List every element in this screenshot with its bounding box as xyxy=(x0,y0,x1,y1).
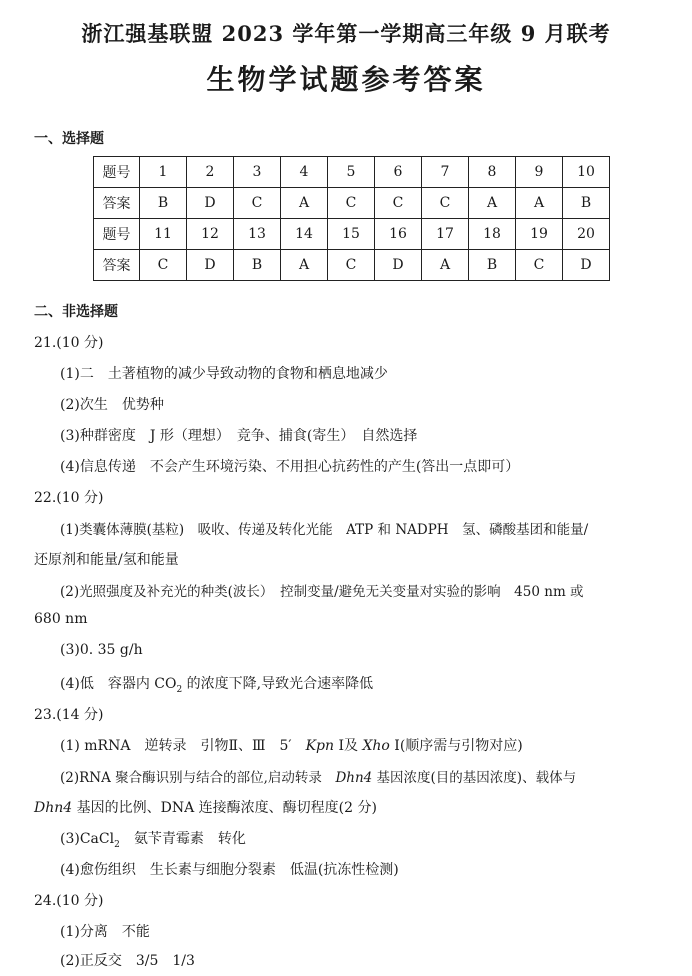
q23-answer-4: (4)愈伤组织 生长素与细胞分裂素 低温(抗冻性检测) xyxy=(60,862,399,878)
answer-table xyxy=(93,156,610,281)
table-cell: 10 xyxy=(563,157,610,188)
table-cell: C xyxy=(234,188,281,219)
q23-answer-3 xyxy=(60,828,246,850)
question-22-title: 22.(10 分) xyxy=(34,490,104,506)
table-cell: 7 xyxy=(422,157,469,188)
table-cell: A xyxy=(422,250,469,281)
q22-answer-1-cont: 还原剂和能量/氢和能量 xyxy=(34,552,179,568)
table-cell: 16 xyxy=(375,219,422,250)
table-row-header: 题号 xyxy=(94,157,140,188)
q21-answer-2: (2)次生 优势种 xyxy=(60,397,164,413)
table-cell: 4 xyxy=(281,157,328,188)
q23-a2-post: 基因浓度(目的基因浓度)、载体与 xyxy=(372,770,577,786)
q23-a3-sub: 2 xyxy=(114,839,120,850)
table-cell: D xyxy=(187,250,234,281)
table-cell: 5 xyxy=(328,157,375,188)
table-cell: C xyxy=(422,188,469,219)
q23-a1-pre: (1) mRNA 逆转录 引物Ⅱ、Ⅲ 5′ xyxy=(60,738,306,754)
q22-a4-post: 的浓度下降,导致光合速率降低 xyxy=(182,676,374,692)
q23-answer-2-cont xyxy=(34,797,377,817)
q24-answer-1: (1)分离 不能 xyxy=(60,924,150,940)
section-heading-nonchoice: 二、非选择题 xyxy=(34,304,118,320)
table-cell: A xyxy=(469,188,516,219)
table-cell: 1 xyxy=(140,157,187,188)
kpn-enzyme: Kpn xyxy=(305,738,334,754)
question-24-title: 24.(10 分) xyxy=(34,893,104,909)
table-cell: 19 xyxy=(516,219,563,250)
q22-a4-sub: 2 xyxy=(176,684,183,695)
table-row-header: 题号 xyxy=(94,219,140,250)
table-row xyxy=(94,219,610,250)
table-cell: B xyxy=(140,188,187,219)
table-cell: D xyxy=(563,250,610,281)
q22-answer-4 xyxy=(60,673,373,695)
table-row xyxy=(94,157,610,188)
q22-answer-2-cont: 680 nm xyxy=(34,611,88,627)
table-cell: A xyxy=(516,188,563,219)
table-cell: C xyxy=(375,188,422,219)
section-heading-choice: 一、选择题 xyxy=(34,131,104,147)
q23-a2b-post: 基因的比例、DNA 连接酶浓度、酶切程度(2 分) xyxy=(72,800,377,816)
table-cell: D xyxy=(375,250,422,281)
table-cell: 6 xyxy=(375,157,422,188)
q23-answer-2 xyxy=(60,766,576,786)
table-cell: B xyxy=(469,250,516,281)
table-cell: 13 xyxy=(234,219,281,250)
table-cell: 12 xyxy=(187,219,234,250)
xho-enzyme: Xho xyxy=(362,738,390,754)
table-cell: 2 xyxy=(187,157,234,188)
q23-a2-pre: (2)RNA 聚合酶识别与结合的部位,启动转录 xyxy=(60,770,336,786)
dhn4-gene: Dhn4 xyxy=(34,800,73,816)
table-cell: C xyxy=(328,188,375,219)
table-cell: 15 xyxy=(328,219,375,250)
q23-a3-post: 氨苄青霉素 转化 xyxy=(119,831,246,847)
q22-answer-1: (1)类囊体薄膜(基粒) 吸收、传递及转化光能 ATP 和 NADPH 氢、磷酸基团和能量/ xyxy=(60,522,589,538)
table-cell: 9 xyxy=(516,157,563,188)
q23-a1-post: Ⅰ(顺序需与引物对应) xyxy=(389,738,523,754)
table-row xyxy=(94,188,610,219)
table-cell: B xyxy=(234,250,281,281)
table-cell: A xyxy=(281,250,328,281)
table-cell: B xyxy=(563,188,610,219)
question-23-title: 23.(14 分) xyxy=(34,707,104,723)
question-21-title: 21.(10 分) xyxy=(34,335,104,351)
table-cell: 8 xyxy=(469,157,516,188)
table-row-header: 答案 xyxy=(94,188,140,219)
q21-answer-4: (4)信息传递 不会产生环境污染、不用担心抗药性的产生(答出一点即可） xyxy=(60,459,520,475)
table-cell: D xyxy=(187,188,234,219)
q21-answer-1: (1)二 土著植物的减少导致动物的食物和栖息地减少 xyxy=(60,366,388,382)
q22-answer-3: (3)0. 35 g/h xyxy=(60,642,143,658)
page-subtitle: 生物学试题参考答案 xyxy=(206,63,486,96)
table-cell: 14 xyxy=(281,219,328,250)
table-cell: C xyxy=(516,250,563,281)
q23-answer-1 xyxy=(60,735,523,755)
q22-answer-2: (2)光照强度及补充光的种类(波长） 控制变量/避免无关变量对实验的影响 450 nm 或 xyxy=(60,584,584,600)
table-row xyxy=(94,250,610,281)
table-cell: C xyxy=(328,250,375,281)
table-row-header: 答案 xyxy=(94,250,140,281)
q24-answer-2: (2)正反交 3/5 1/3 xyxy=(60,953,195,969)
table-cell: 20 xyxy=(563,219,610,250)
table-cell: A xyxy=(281,188,328,219)
page-title: 浙江强基联盟 2023 学年第一学期高三年级 9 月联考 xyxy=(81,21,611,46)
table-cell: 3 xyxy=(234,157,281,188)
table-cell: 17 xyxy=(422,219,469,250)
table-cell: 11 xyxy=(140,219,187,250)
q21-answer-3: (3)种群密度 J 形（理想） 竞争、捕食(寄生） 自然选择 xyxy=(60,428,418,444)
table-cell: 18 xyxy=(469,219,516,250)
q22-a4-pre: (4)低 容器内 CO xyxy=(60,676,177,692)
table-cell: C xyxy=(140,250,187,281)
q23-a1-mid: Ⅰ及 xyxy=(334,738,363,754)
dhn4-gene: Dhn4 xyxy=(335,770,373,786)
q23-a3-pre: (3)CaCl xyxy=(60,831,115,847)
